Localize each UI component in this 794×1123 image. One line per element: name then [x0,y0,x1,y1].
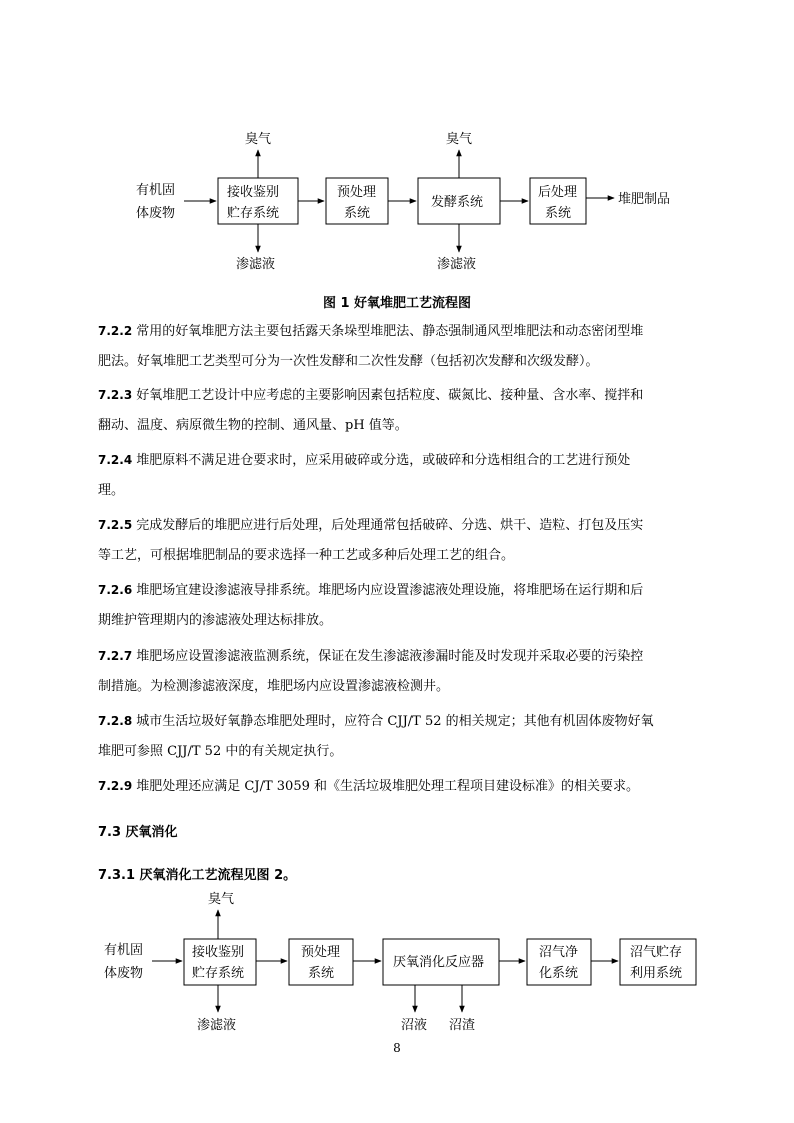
clause-text-cont: 理。 [98,483,125,498]
clause-text: 堆肥场宜建设渗滤液导排系统。堆肥场内应设置渗滤液处理设施，将堆肥场在运行期和后 [132,583,644,598]
clause-7-2-3 [98,380,694,441]
clause-text-cont: 期维护管理期内的渗滤液处理达标排放。 [98,613,333,628]
clause-7-2-2 [98,316,694,377]
fig2-box4-line1: 沼气净 [539,945,579,960]
clause-number: 7.2.6 [98,583,133,597]
fig1-odor2-label: 臭气 [446,132,473,147]
clause-7-2-5 [98,510,694,571]
fig2-input-line1: 有机固 [104,943,144,958]
clause-text: 好氧堆肥工艺设计中应考虑的主要影响因素包括粒度、碳氮比、接种量、含水率、搅拌和 [132,388,644,403]
clause-number: 7.2.4 [98,453,133,467]
clause-text: 完成发酵后的堆肥应进行后处理，后处理通常包括破碎、分选、烘干、造粒、打包及压实 [132,518,644,533]
fig1-leachate1-label: 渗滤液 [236,257,276,272]
clause-text-cont: 翻动、温度、病原微生物的控制、通风量、pH 值等。 [98,418,408,433]
subsection-number: 7.3.1 [98,868,136,883]
clause-number: 7.2.3 [98,388,133,402]
clause-text-cont: 堆肥可参照 CJJ/T 52 中的有关规定执行。 [98,744,343,759]
fig1-input-line1: 有机固 [136,183,176,198]
fig1-box1-line2: 贮存系统 [227,206,280,221]
fig2-box3-label: 厌氧消化反应器 [393,955,485,970]
fig1-box1-line1: 接收鉴别 [227,185,280,200]
clause-7-2-7 [98,641,694,702]
fig2-box2-line1: 预处理 [301,945,341,960]
clause-number: 7.2.7 [98,649,133,663]
clause-7-2-8 [98,706,694,767]
clause-text: 城市生活垃圾好氧静态堆肥处理时，应符合 CJJ/T 52 的相关规定；其他有机固体废物好氧 [132,714,654,729]
subsection-heading [98,864,296,883]
fig1-box3-label: 发酵系统 [431,195,484,210]
fig2-odor-label: 臭气 [208,892,235,907]
fig1-leachate2-label: 渗滤液 [437,257,477,272]
fig2-box5-line2: 利用系统 [630,966,683,981]
subsection-title: 厌氧消化工艺流程见图 2。 [135,868,297,883]
figure1-diagram [136,132,670,272]
clause-text-cont: 制措施。为检测渗滤液深度，堆肥场内应设置渗滤液检测井。 [98,679,450,694]
clause-text: 常用的好氧堆肥方法主要包括露天条垛型堆肥法、静态强制通风型堆肥法和动态密闭型堆 [132,324,644,339]
fig2-input-line2: 体废物 [104,966,144,981]
clause-text-cont: 肥法。好氧堆肥工艺类型可分为一次性发酵和二次性发酵（包括初次发酵和次级发酵）。 [98,354,599,369]
clause-text-cont: 等工艺，可根据堆肥制品的要求选择一种工艺或多种后处理工艺的组合。 [98,548,515,563]
figure1-caption: 图 1 好氧堆肥工艺流程图 [322,296,472,311]
fig1-box2-line2: 系统 [344,206,371,221]
fig2-leachate-label: 渗滤液 [197,1018,237,1033]
section-heading [98,821,178,840]
fig2-box1-line1: 接收鉴别 [192,945,245,960]
fig2-box2-line2: 系统 [308,966,335,981]
section-title: 厌氧消化 [121,825,178,840]
fig2-box4-line2: 化系统 [539,966,579,981]
fig1-odor1-label: 臭气 [245,132,272,147]
clause-number: 7.2.5 [98,518,133,532]
clause-number: 7.2.8 [98,714,133,728]
fig1-output-label: 堆肥制品 [618,192,671,207]
fig2-box5-line1: 沼气贮存 [630,945,683,960]
clause-7-2-6 [98,575,694,636]
clause-text: 堆肥处理还应满足 CJ/T 3059 和《生活垃圾堆肥处理工程项目建设标准》的相关要求。 [132,779,639,794]
page-number: 8 [393,1041,401,1055]
fig2-solid-label: 沼渣 [449,1018,476,1033]
fig2-liquid-label: 沼液 [401,1018,428,1033]
fig1-box2-line1: 预处理 [337,185,377,200]
fig2-box1-line2: 贮存系统 [192,966,245,981]
clause-7-2-4 [98,445,694,506]
clause-text: 堆肥场应设置渗滤液监测系统，保证在发生渗滤液渗漏时能及时发现并采取必要的污染控 [132,649,644,664]
section-number: 7.3 [98,825,122,840]
fig1-box4-line1: 后处理 [538,185,578,200]
clause-number: 7.2.9 [98,779,133,793]
figure2-diagram [104,892,696,1033]
clause-number: 7.2.2 [98,324,133,338]
clause-7-2-9 [98,771,694,802]
fig1-input-line2: 体废物 [136,206,176,221]
clause-text: 堆肥原料不满足进仓要求时，应采用破碎或分选，或破碎和分选相组合的工艺进行预处 [132,453,631,468]
fig1-box4-line2: 系统 [545,206,572,221]
